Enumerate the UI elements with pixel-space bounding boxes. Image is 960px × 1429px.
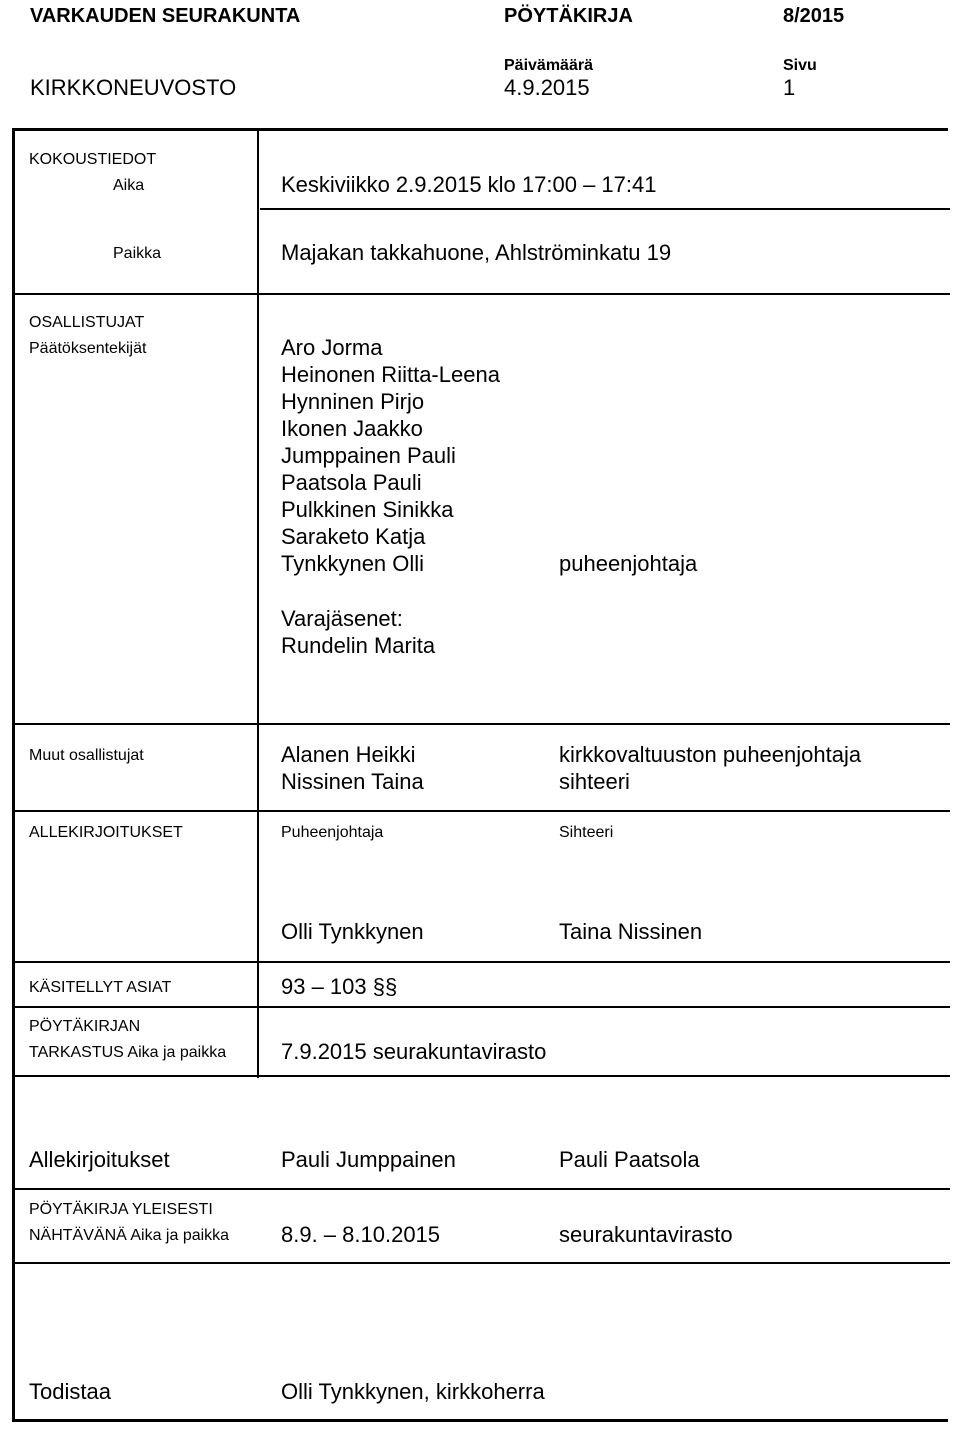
date-label: Päivämäärä <box>504 57 593 74</box>
review-label-time-place: TARKASTUS Aika ja paikka <box>29 1044 227 1061</box>
member: Hynninen Pirjo <box>281 389 425 414</box>
reviewer-name: Pauli Jumppainen <box>281 1147 456 1172</box>
divider-after-time <box>260 208 950 210</box>
time-value: Keskiviikko 2.9.2015 klo 17:00 – 17:41 <box>281 172 657 197</box>
member: Saraketo Katja <box>281 524 426 549</box>
top-border <box>12 128 948 131</box>
divider-after-signatures <box>14 961 950 963</box>
handled-items-label: KÄSITELLYT ASIAT <box>29 979 172 996</box>
column-divider <box>257 131 259 1078</box>
divider-after-public-display <box>14 1262 950 1264</box>
public-display-label-time-place: NÄHTÄVÄNÄ Aika ja paikka <box>29 1227 230 1244</box>
meeting-info-title: KOKOUSTIEDOT <box>29 151 157 168</box>
certify-value: Olli Tynkkynen, kirkkoherra <box>281 1379 545 1404</box>
divider-after-place <box>14 293 950 295</box>
document-type: PÖYTÄKIRJA <box>504 5 633 27</box>
reviewer-name: Pauli Paatsola <box>559 1147 700 1172</box>
page-number: 1 <box>783 75 796 100</box>
member: Tynkkynen Olli <box>281 551 425 576</box>
divider-after-participants <box>14 723 950 725</box>
chair-signature-label: Puheenjohtaja <box>281 824 384 841</box>
chair-signature-name: Olli Tynkkynen <box>281 919 424 944</box>
public-display-label: PÖYTÄKIRJA YLEISESTI <box>29 1201 213 1218</box>
council-name: KIRKKONEUVOSTO <box>30 75 237 100</box>
divider-after-review <box>14 1075 950 1077</box>
review-signatures-label: Allekirjoitukset <box>29 1147 170 1172</box>
member: Ikonen Jaakko <box>281 416 423 441</box>
other-participant-name: Nissinen Taina <box>281 769 424 794</box>
bottom-border <box>12 1419 948 1422</box>
review-label: PÖYTÄKIRJAN <box>29 1018 141 1035</box>
deputies-label: Varajäsenet: <box>281 606 403 631</box>
divider-after-others <box>14 810 950 812</box>
document-number: 8/2015 <box>783 5 845 27</box>
decision-makers-label: Päätöksentekijät <box>29 340 147 357</box>
member: Pulkkinen Sinikka <box>281 497 454 522</box>
public-display-dates: 8.9. – 8.10.2015 <box>281 1222 441 1247</box>
review-value: 7.9.2015 seurakuntavirasto <box>281 1039 547 1064</box>
organization-name: VARKAUDEN SEURAKUNTA <box>30 5 301 27</box>
document-date: 4.9.2015 <box>504 75 590 100</box>
other-participants-label: Muut osallistujat <box>29 747 144 764</box>
member: Heinonen Riitta-Leena <box>281 362 500 387</box>
other-participant-role: sihteeri <box>559 769 630 794</box>
chair-role: puheenjohtaja <box>559 551 698 576</box>
time-label: Aika <box>113 177 145 194</box>
certify-label: Todistaa <box>29 1379 111 1404</box>
place-label: Paikka <box>113 245 162 262</box>
other-participant-role: kirkkovaltuuston puheenjohtaja <box>559 742 862 767</box>
deputy: Rundelin Marita <box>281 633 436 658</box>
public-display-place: seurakuntavirasto <box>559 1222 733 1247</box>
divider-after-review-signatures <box>14 1188 950 1190</box>
place-value: Majakan takkahuone, Ahlströminkatu 19 <box>281 240 672 265</box>
divider-after-handled <box>14 1006 950 1008</box>
member: Aro Jorma <box>281 335 383 360</box>
signatures-label: ALLEKIRJOITUKSET <box>29 824 183 841</box>
left-border <box>12 128 15 1422</box>
participants-title: OSALLISTUJAT <box>29 314 145 331</box>
secretary-signature-name: Taina Nissinen <box>559 919 703 944</box>
secretary-signature-label: Sihteeri <box>559 824 614 841</box>
member: Jumppainen Pauli <box>281 443 456 468</box>
page-label: Sivu <box>783 57 817 74</box>
handled-items-value: 93 – 103 §§ <box>281 974 398 999</box>
member: Paatsola Pauli <box>281 470 422 495</box>
other-participant-name: Alanen Heikki <box>281 742 416 767</box>
